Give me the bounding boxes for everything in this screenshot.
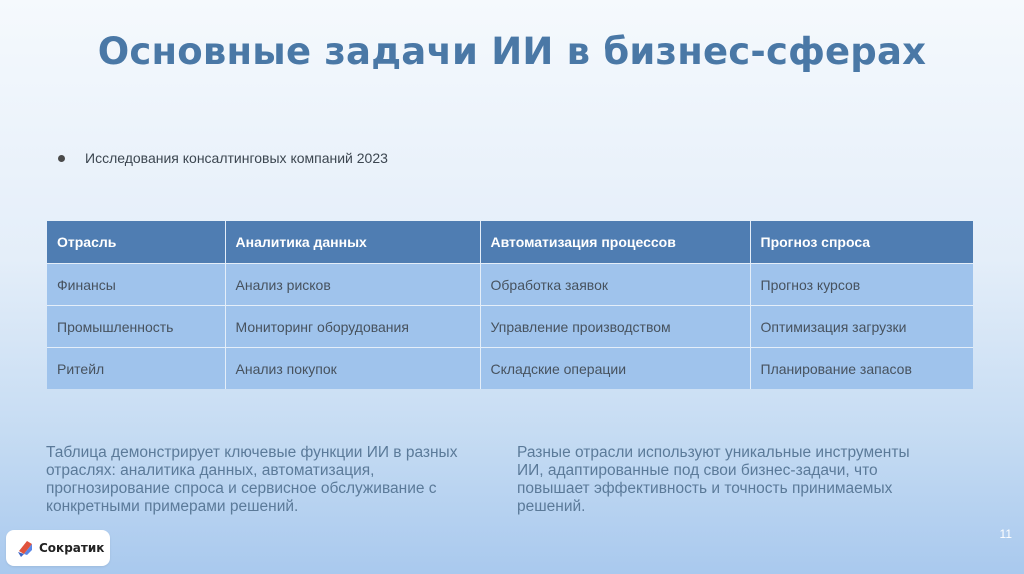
table-cell: Оптимизация загрузки bbox=[750, 306, 973, 348]
header-data-analytics: Аналитика данных bbox=[225, 221, 480, 264]
description-left: Таблица демонстрирует ключевые функции ИИ в разных отраслях: аналитика данных, автоматизация, прогнозирование спроса и сервисное обслуживание с конкретными примерами решений. bbox=[46, 444, 458, 515]
table-cell: Ритейл bbox=[47, 348, 225, 390]
table-row bbox=[47, 348, 973, 390]
table-cell: Промышленность bbox=[47, 306, 225, 348]
header-demand-forecast: Прогноз спроса bbox=[750, 221, 973, 264]
bullet-item bbox=[58, 150, 388, 166]
table-cell: Мониторинг оборудования bbox=[225, 306, 480, 348]
sokratik-logo bbox=[6, 530, 110, 566]
bullet-text: Исследования консалтинговых компаний 2023 bbox=[85, 150, 388, 166]
table-row bbox=[47, 306, 973, 348]
description-right: Разные отрасли используют уникальные инструменты ИИ, адаптированные под свои бизнес-задачи, что повышает эффективность и точность принимаемых решений. bbox=[517, 444, 910, 515]
table-cell: Обработка заявок bbox=[480, 264, 750, 306]
header-industry: Отрасль bbox=[47, 221, 225, 264]
sokratik-logo-icon bbox=[15, 538, 35, 558]
table-cell: Анализ покупок bbox=[225, 348, 480, 390]
page-number: 11 bbox=[999, 527, 1012, 541]
table-row bbox=[47, 264, 973, 306]
bullet-dot-icon bbox=[58, 155, 65, 162]
table-header-row bbox=[47, 221, 973, 264]
table-cell: Управление производством bbox=[480, 306, 750, 348]
table-cell: Финансы bbox=[47, 264, 225, 306]
logo-text: Сократик bbox=[39, 541, 105, 555]
table bbox=[47, 221, 973, 389]
ai-tasks-table bbox=[47, 221, 973, 389]
header-process-automation: Автоматизация процессов bbox=[480, 221, 750, 264]
table-cell: Планирование запасов bbox=[750, 348, 973, 390]
table-cell: Анализ рисков bbox=[225, 264, 480, 306]
slide-title: Основные задачи ИИ в бизнес-сферах bbox=[97, 30, 927, 73]
table-cell: Складские операции bbox=[480, 348, 750, 390]
table-cell: Прогноз курсов bbox=[750, 264, 973, 306]
